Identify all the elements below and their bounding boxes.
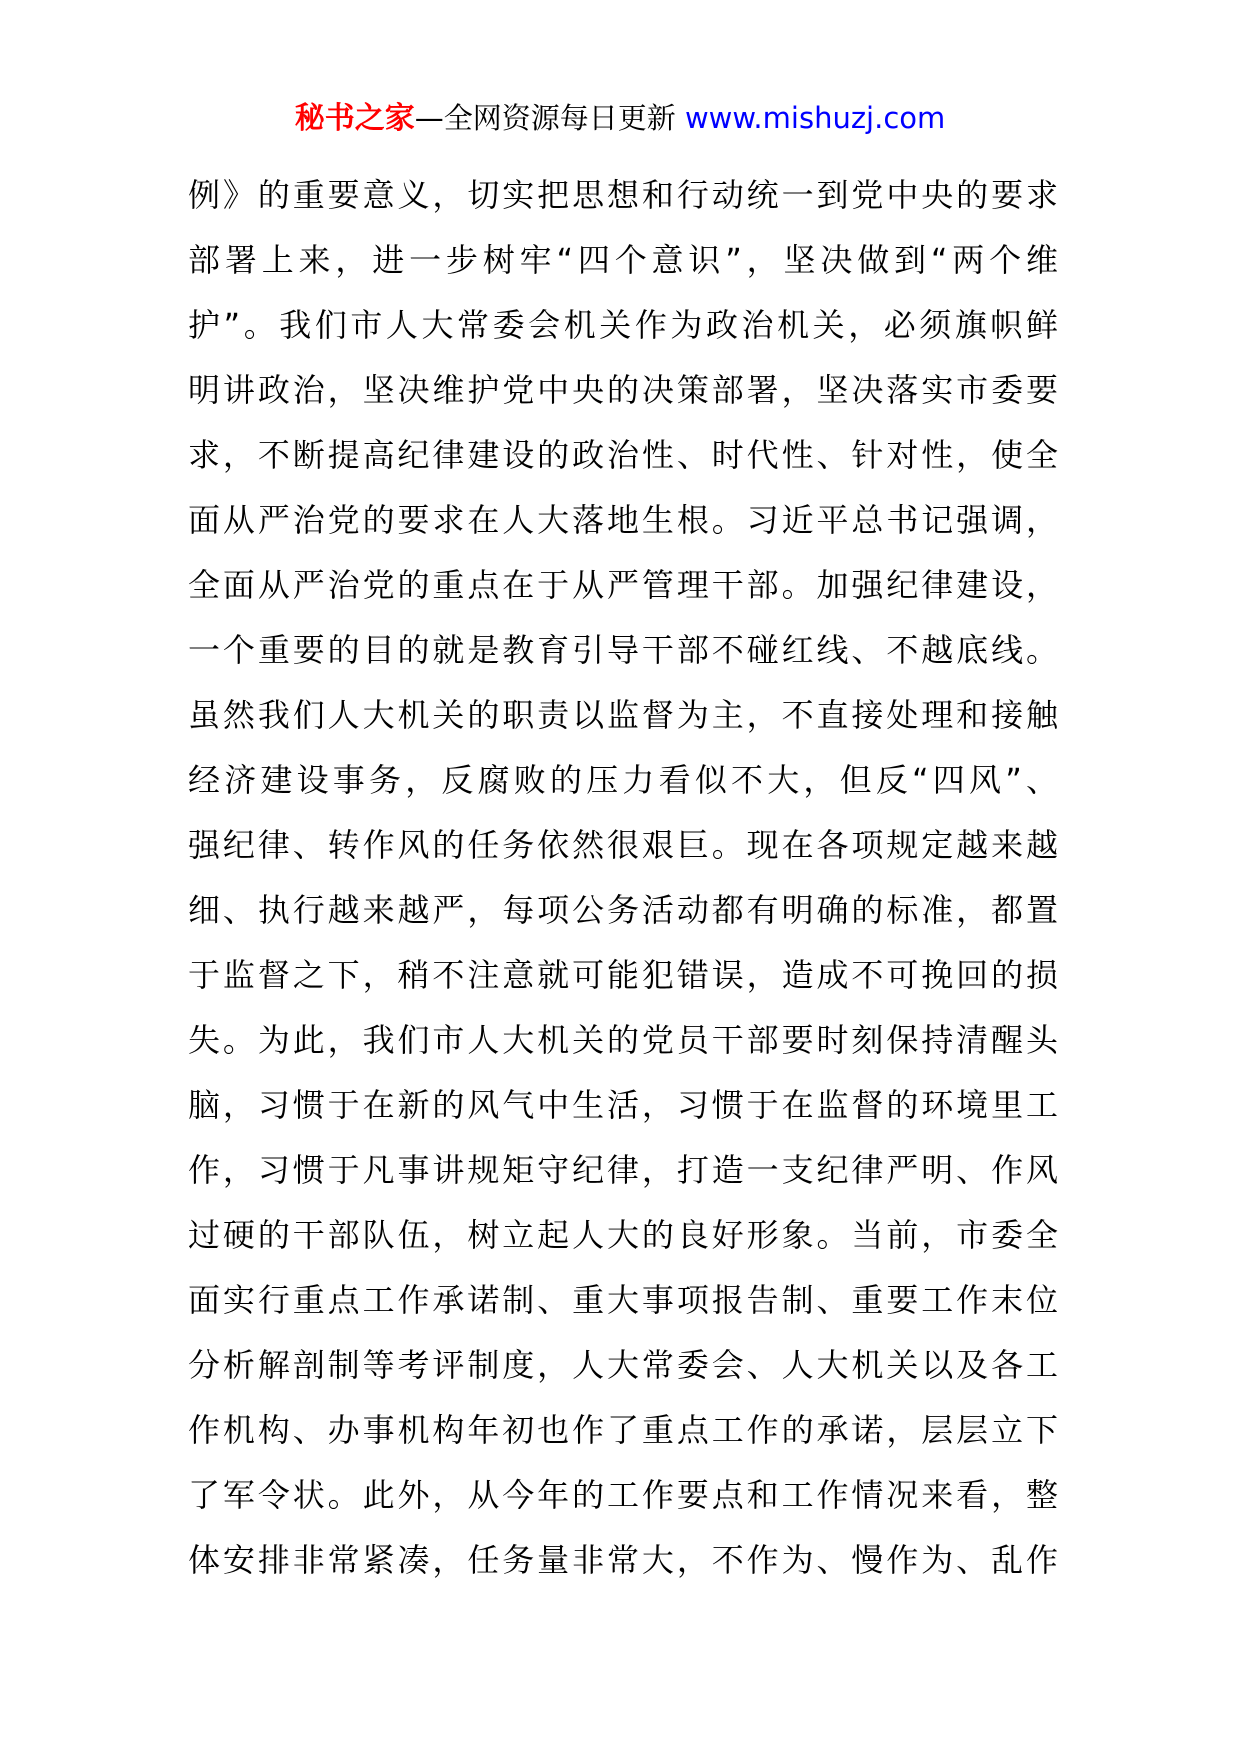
- body-text-line: 了军令状。此外，从今年的工作要点和工作情况来看，整: [188, 1476, 1058, 1514]
- document-body: [188, 163, 1058, 1593]
- body-text-line: 分析解剖制等考评制度，人大常委会、人大机关以及各工: [188, 1346, 1058, 1384]
- body-text-line: 作机构、办事机构年初也作了重点工作的承诺，层层立下: [188, 1411, 1058, 1449]
- body-text-line: 全面从严治党的重点在于从严管理干部。加强纪律建设，: [188, 566, 1058, 604]
- body-text-line: 作，习惯于凡事讲规矩守纪律，打造一支纪律严明、作风: [188, 1151, 1058, 1189]
- body-text-line: 明讲政治，坚决维护党中央的决策部署，坚决落实市委要: [188, 371, 1058, 409]
- body-text-line: 面从严治党的要求在人大落地生根。习近平总书记强调，: [188, 501, 1058, 539]
- body-text-line: 一个重要的目的就是教育引导干部不碰红线、不越底线。: [188, 631, 1058, 669]
- body-text-line: 求，不断提高纪律建设的政治性、时代性、针对性，使全: [188, 436, 1058, 474]
- body-text-line: 护”。我们市人大常委会机关作为政治机关，必须旗帜鲜: [188, 306, 1058, 344]
- body-text-line: 面实行重点工作承诺制、重大事项报告制、重要工作末位: [188, 1281, 1058, 1319]
- body-text-line: 细、执行越来越严，每项公务活动都有明确的标准，都置: [188, 891, 1058, 929]
- body-text-line: 体安排非常紧凑，任务量非常大，不作为、慢作为、乱作: [188, 1541, 1058, 1579]
- body-text-line: 经济建设事务，反腐败的压力看似不大，但反“四风”、: [188, 761, 1058, 799]
- body-text-line: 失。为此，我们市人大机关的党员干部要时刻保持清醒头: [188, 1021, 1058, 1059]
- site-url-link[interactable]: www.mishuzj.com: [684, 101, 946, 135]
- page-header: [0, 98, 1240, 139]
- body-text-line: 脑，习惯于在新的风气中生活，习惯于在监督的环境里工: [188, 1086, 1058, 1124]
- body-text-line: 部署上来，进一步树牢“四个意识”，坚决做到“两个维: [188, 241, 1058, 279]
- body-text-line: 强纪律、转作风的任务依然很艰巨。现在各项规定越来越: [188, 826, 1058, 864]
- body-text-line: 虽然我们人大机关的职责以监督为主，不直接处理和接触: [188, 696, 1058, 734]
- brand-name: 秘书之家: [294, 101, 415, 136]
- header-slogan: —全网资源每日更新: [414, 101, 685, 135]
- body-text-line: 过硬的干部队伍，树立起人大的良好形象。当前，市委全: [188, 1216, 1058, 1254]
- body-text-line: 于监督之下，稍不注意就可能犯错误，造成不可挽回的损: [188, 956, 1058, 994]
- body-text-line: 例》的重要意义，切实把思想和行动统一到党中央的要求: [188, 176, 1058, 214]
